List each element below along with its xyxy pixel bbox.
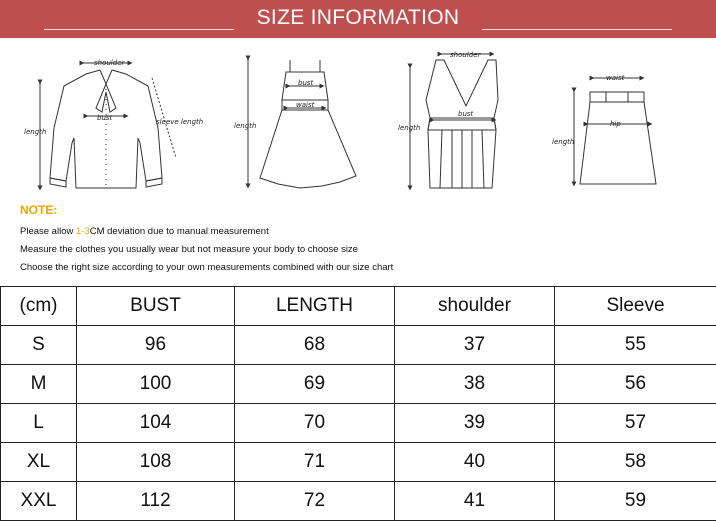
column-header-unit: (cm) xyxy=(1,287,77,326)
top-bust-label: bust xyxy=(458,110,474,118)
table-cell: 96 xyxy=(77,326,235,365)
table-cell: 71 xyxy=(235,443,395,482)
table-cell: 41 xyxy=(395,482,555,521)
skirt-hip-label: hip xyxy=(610,120,621,128)
note-line-1 xyxy=(20,226,269,237)
top-diagram xyxy=(410,54,498,188)
table-cell: 55 xyxy=(555,326,716,365)
column-header-length: LENGTH xyxy=(235,287,395,326)
dress-waist-label: waist xyxy=(296,101,315,109)
note-line-1-post: CM deviation due to manual measurement xyxy=(90,226,269,237)
table-cell: 40 xyxy=(395,443,555,482)
table-cell: 37 xyxy=(395,326,555,365)
shirt-bust-label: bust xyxy=(97,114,113,122)
table-cell: 59 xyxy=(555,482,716,521)
table-cell: 39 xyxy=(395,404,555,443)
table-cell: 38 xyxy=(395,365,555,404)
table-row xyxy=(1,482,716,521)
size-label: S xyxy=(1,326,77,365)
table-cell: 70 xyxy=(235,404,395,443)
garment-diagrams xyxy=(0,38,716,198)
table-cell: 72 xyxy=(235,482,395,521)
size-label: M xyxy=(1,365,77,404)
size-table-header-row xyxy=(1,287,716,326)
note-line-1-pre: Please allow xyxy=(20,226,76,237)
table-cell: 100 xyxy=(77,365,235,404)
skirt-length-label: length xyxy=(552,138,574,146)
note-line-2: Measure the clothes you usually wear but not measure your body to choose size xyxy=(20,244,358,255)
table-row xyxy=(1,326,716,365)
table-row xyxy=(1,365,716,404)
table-row xyxy=(1,443,716,482)
shirt-shoulder-label: shoulder xyxy=(94,59,125,67)
table-cell: 108 xyxy=(77,443,235,482)
skirt-waist-label: waist xyxy=(606,74,625,82)
table-cell: 57 xyxy=(555,404,716,443)
dress-diagram xyxy=(248,58,356,188)
note-line-1-highlight: 1-3 xyxy=(76,226,90,237)
dress-length-label: length xyxy=(234,122,256,130)
table-row xyxy=(1,404,716,443)
size-label: L xyxy=(1,404,77,443)
page-title: SIZE INFORMATION xyxy=(0,6,716,30)
column-header-shoulder: shoulder xyxy=(395,287,555,326)
top-shoulder-label: shoulder xyxy=(450,51,481,59)
top-length-label: length xyxy=(398,124,420,132)
table-cell: 112 xyxy=(77,482,235,521)
note-line-3: Choose the right size according to your own measurements combined with our size chart xyxy=(20,262,393,273)
table-cell: 69 xyxy=(235,365,395,404)
table-cell: 104 xyxy=(77,404,235,443)
table-cell: 56 xyxy=(555,365,716,404)
size-label: XXL xyxy=(1,482,77,521)
dress-bust-label: bust xyxy=(298,79,314,87)
note-title: NOTE: xyxy=(20,203,57,217)
skirt-diagram xyxy=(574,78,656,184)
size-label: XL xyxy=(1,443,77,482)
table-cell: 58 xyxy=(555,443,716,482)
column-header-bust: BUST xyxy=(77,287,235,326)
shirt-length-label: length xyxy=(24,128,46,136)
header-banner xyxy=(0,0,716,38)
column-header-sleeve: Sleeve xyxy=(555,287,716,326)
table-cell: 68 xyxy=(235,326,395,365)
shirt-sleeve-label: sleeve length xyxy=(156,118,203,126)
size-table xyxy=(0,286,716,521)
garment-diagrams-svg xyxy=(0,38,716,198)
